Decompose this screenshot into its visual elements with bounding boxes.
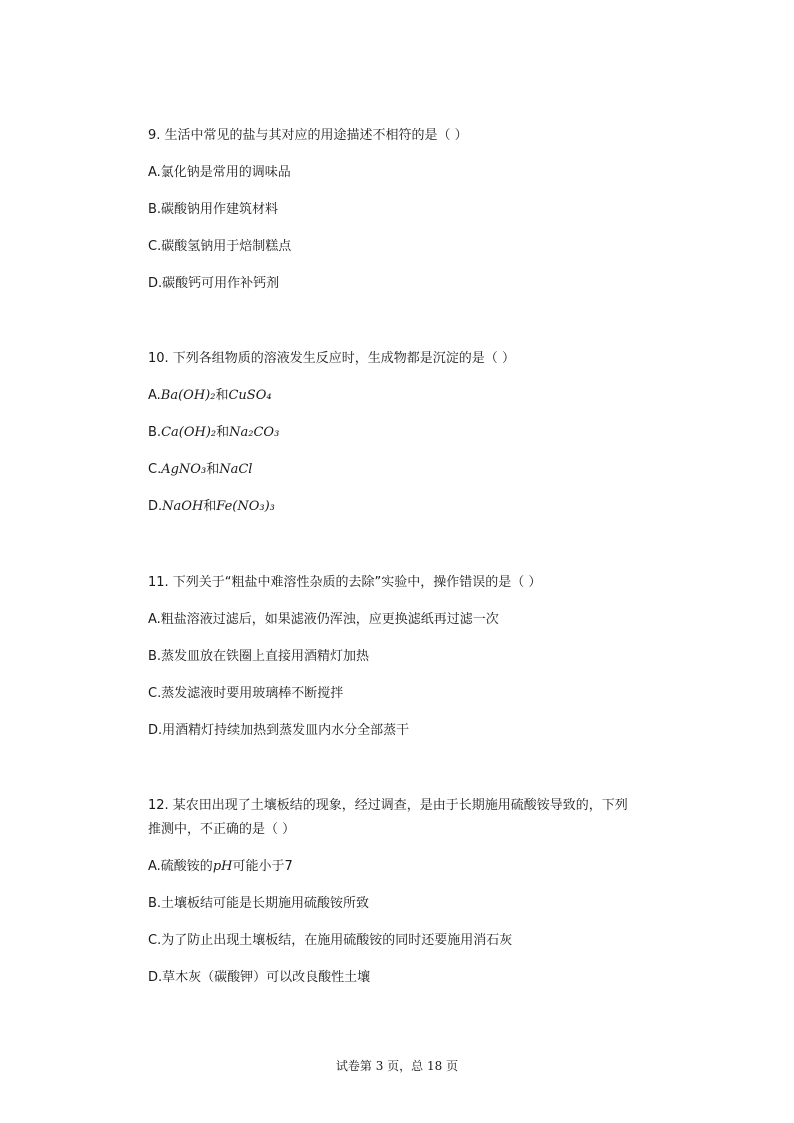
option-label: C.: [148, 462, 162, 477]
option-text-pre: A.硫酸铵的: [148, 859, 213, 874]
question-12-option-a: [148, 857, 293, 877]
option-label: A.: [148, 388, 161, 403]
question-12-stem-line-1: 12. 某农田出现了土壤板结的现象，经过调查，是由于长期施用硫酸铵导致的，下列: [148, 798, 628, 813]
option-label: D.: [148, 499, 163, 514]
question-9-option-a: A.氯化钠是常用的调味品: [148, 165, 291, 180]
formula-2: NaCl: [219, 462, 253, 477]
option-join: 和: [203, 499, 217, 514]
question-10-option-b: [148, 423, 279, 443]
question-11-option-b: B.蒸发皿放在铁圈上直接用酒精灯加热: [148, 649, 370, 664]
formula-2: Fe(NO₃)₃: [216, 499, 275, 514]
question-10-option-a: [148, 386, 272, 406]
question-12-stem-line-2: 推测中，不正确的是（ ）: [148, 822, 296, 837]
question-9-stem: 9. 生活中常见的盐与其对应的用途描述不相符的是（ ）: [148, 128, 468, 143]
formula-2: Na₂CO₃: [229, 425, 280, 440]
formula-1: Ca(OH)₂: [161, 425, 217, 440]
question-11-option-a: A.粗盐溶液过滤后，如果滤液仍浑浊，应更换滤纸再过滤一次: [148, 612, 499, 627]
question-11-option-d: D.用酒精灯持续加热到蒸发皿内水分全部蒸干: [148, 723, 410, 738]
question-9-option-b: B.碳酸钠用作建筑材料: [148, 202, 279, 217]
question-12-option-c: C.为了防止出现土壤板结，在施用硫酸铵的同时还要施用消石灰: [148, 933, 513, 948]
option-join: 和: [206, 462, 220, 477]
question-11-option-c: C.蒸发滤液时要用玻璃棒不断搅拌: [148, 686, 344, 701]
option-join: 和: [216, 425, 230, 440]
question-10-option-c: [148, 460, 252, 480]
formula-1: Ba(OH)₂: [160, 388, 216, 403]
option-join: 和: [215, 388, 229, 403]
option-label: B.: [148, 425, 162, 440]
question-9-option-d: D.碳酸钙可用作补钙剂: [148, 276, 280, 291]
question-9-option-c: C.碳酸氢钠用于焙制糕点: [148, 239, 292, 254]
formula-2: CuSO₄: [228, 388, 272, 403]
option-text-post: 可能小于7: [232, 859, 293, 874]
question-10-option-d: [148, 497, 275, 517]
formula-ph: pH: [212, 859, 233, 874]
question-10-stem: 10. 下列各组物质的溶液发生反应时，生成物都是沉淀的是（ ）: [148, 351, 515, 366]
question-12-option-d: D.草木灰（碳酸钾）可以改良酸性土壤: [148, 970, 371, 985]
formula-1: AgNO₃: [161, 462, 207, 477]
page-footer: 试卷第 3 页，总 18 页: [335, 1059, 459, 1073]
formula-1: NaOH: [162, 499, 204, 514]
question-11-stem: 11. 下列关于“粗盐中难溶性杂质的去除”实验中，操作错误的是（ ）: [148, 575, 542, 590]
question-12-option-b: B.土壤板结可能是长期施用硫酸铵所致: [148, 896, 370, 911]
